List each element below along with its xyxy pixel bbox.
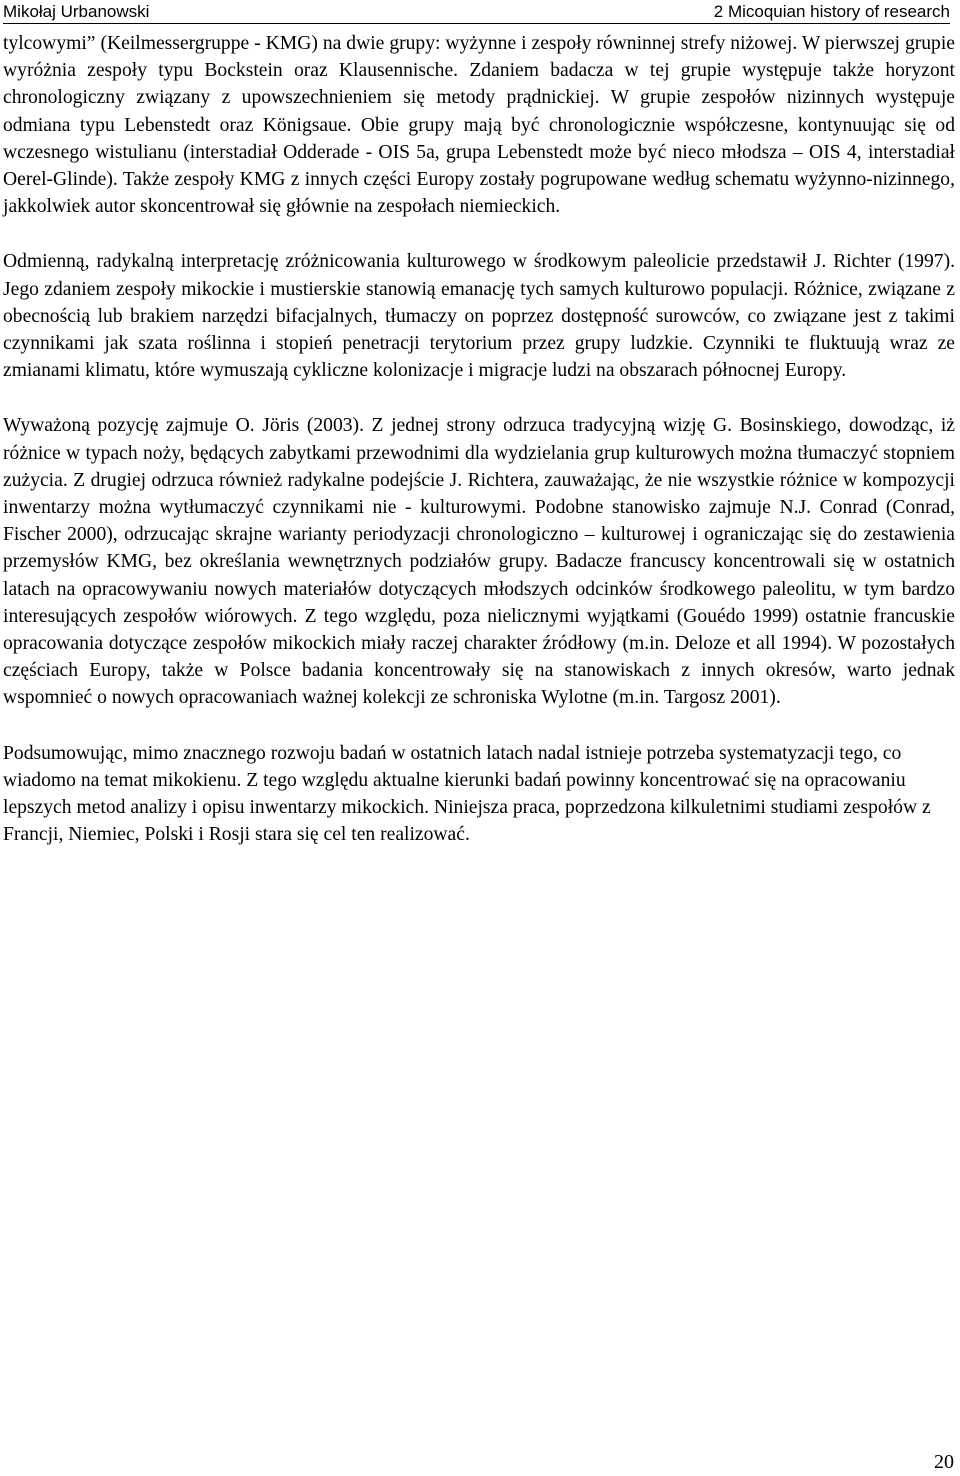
paragraph-3: Wyważoną pozycję zajmuje O. Jöris (2003). Z jednej strony odrzuca tradycyjną wizję G. Bosinskiego, dowodząc, iż różnice w typach noży, będących zabytkami przewodnimi dla wydzielania grup kulturowych można tłumaczyć stopniem zużycia. Z drugiej odrzuca również radykalne podejście J. Richtera, zauważając, że nie wszystkie różnice w kompozycji inwentarzy można wytłumaczyć czynnikami nie - kulturowymi. Podobne stanowisko zajmuje N.J. Conrad (Conrad, Fischer 2000), odrzucając skrajne warianty periodyzacji chronologiczno – kulturowej i ograniczając się do zestawienia przemysłów KMG, bez określania wewnętrznych podziałów grupy. Badacze francuscy koncentrowali się w ostatnich latach na opracowywaniu nowych materiałów dotyczących młodszych odcinków środkowego paleolitu, w tym bardzo interesujących zespołów wiórowych. Z tego względu, poza nielicznymi wyjątkami (Gouédo 1999) ostatnie francuskie opracowania dotyczące zespołów mikockich miały raczej charakter źródłowy (m.in. Deloze et all 1994). W pozostałych częściach Europy, także w Polsce badania koncentrowały się na stanowiskach z innych okresów, warto jednak wspomnieć o nowych opracowaniach ważnej kolekcji ze schroniska Wylotne (m.in. Targosz 2001). <box>3 415 955 709</box>
paragraph-4: Podsumowując, mimo znacznego rozwoju badań w ostatnich latach nadal istnieje potrzeba systematyzacji tego, co wiadomo na temat mikokienu. Z tego względu aktualne kierunki badań powinny koncentrować się na opracowaniu lepszych metod analizy i opisu inwentarzy mikockich. Niniejsza praca, poprzedzona kilkuletnimi studiami zespołów z Francji, Niemiec, Polski i Rosji stara się cel ten realizować. <box>3 742 931 846</box>
header-author: Mikołaj Urbanowski <box>3 2 150 21</box>
page-number: 20 <box>934 1451 954 1473</box>
body-text <box>3 30 955 876</box>
paragraph-1: tylcowymi” (Keilmessergruppe - KMG) na dwie grupy: wyżynne i zespoły równinnej strefy niżowej. W pierwszej grupie wyróżnia zespoły typu Bockstein oraz Klausennische. Zdaniem badacza w tej grupie występuje także horyzont chronologiczny związany z upowszechnieniem się metody prądnickiej. W grupie zespołów nizinnych występuje odmiana typu Lebenstedt oraz Königsaue. Obie grupy mają być chronologicznie współczesne, kontynuując się od wczesnego wistulianu (interstadiał Odderade - OIS 5a, grupa Lebenstedt może być nieco młodsza – OIS 4, interstadiał Oerel-Glinde). Także zespoły KMG z innych części Europy zostały pogrupowane według schematu wyżynno-nizinnego, jakkolwiek autor skoncentrował się głównie na zespołach niemieckich. <box>3 33 955 218</box>
paragraph-2: Odmienną, radykalną interpretację zróżnicowania kulturowego w środkowym paleolicie przedstawił J. Richter (1997). Jego zdaniem zespoły mikockie i mustierskie stanowią emanację tych samych kulturowo populacji. Różnice, związane z obecnością lub brakiem narzędzi bifacjalnych, tłumaczy on poprzez dostępność surowców, co związane jest z takimi czynnikami jak szata roślinna i stopień penetracji terytorium przez grupy ludzkie. Czynniki te fluktuują wraz ze zmianami klimatu, które wymuszają cykliczne kolonizacje i migracje ludzi na obszarach północnej Europy. <box>3 251 955 382</box>
header-chapter-title: 2 Micoquian history of research <box>713 2 950 21</box>
running-header <box>3 0 950 24</box>
